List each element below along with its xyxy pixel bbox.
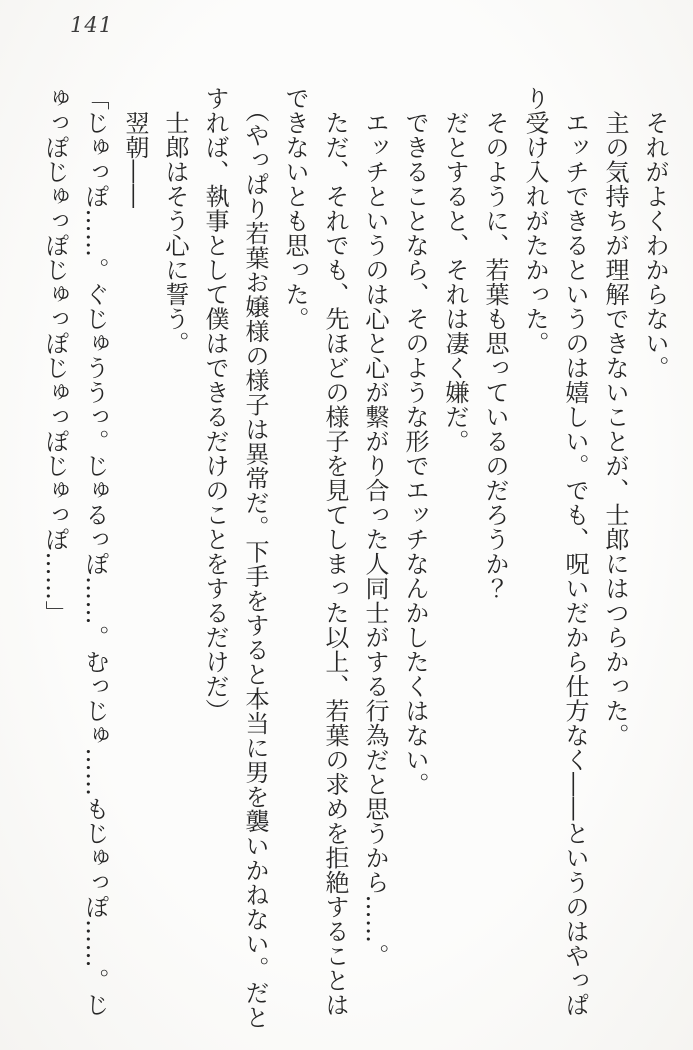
page-number: 141: [70, 13, 114, 37]
text-area: [35, 86, 675, 1030]
text-column-14: 翌朝――: [121, 86, 149, 209]
text-column-1: それがよくわからない。: [641, 86, 669, 380]
text-column-11: （やっぱり若葉お嬢様の様子は異常だ。下手をすると本当に男を襲いかねない。だと: [241, 86, 269, 1030]
text-column-6: だとすると、それは凄く嫌だ。: [441, 86, 469, 454]
text-column-16: ゅっぽじゅっぽじゅっぽじゅっぽじゅっぽ……」: [41, 86, 69, 625]
text-column-8: エッチというのは心と心が繋がり合った人同士がする行為だと思うから……。: [361, 86, 389, 968]
text-column-12: すれば、執事として僕はできるだけのことをするだけだ）: [201, 86, 229, 723]
text-column-9: ただ、それでも、先ほどの様子を見てしまった以上、若葉の求めを拒絶することは: [321, 86, 349, 1017]
text-column-15: 「じゅっぽ……。ぐじゅううっ。じゅるっぽ……。むっじゅ……もじゅっぽ……。じ: [81, 86, 109, 1017]
text-column-5: そのように、若葉も思っているのだろうか？: [481, 86, 509, 601]
text-column-7: できることなら、そのような形でエッチなんかしたくはない。: [401, 86, 429, 797]
text-column-4: り受け入れがたかった。: [521, 86, 549, 356]
text-column-10: できないとも思った。: [281, 86, 309, 331]
text-column-3: エッチできるというのは嬉しい。でも、呪いだから仕方なく――というのはやっぱ: [561, 86, 589, 1017]
text-column-2: 主の気持ちが理解できないことが、士郎にはつらかった。: [601, 86, 629, 748]
text-column-13: 士郎はそう心に誓う。: [161, 86, 189, 356]
